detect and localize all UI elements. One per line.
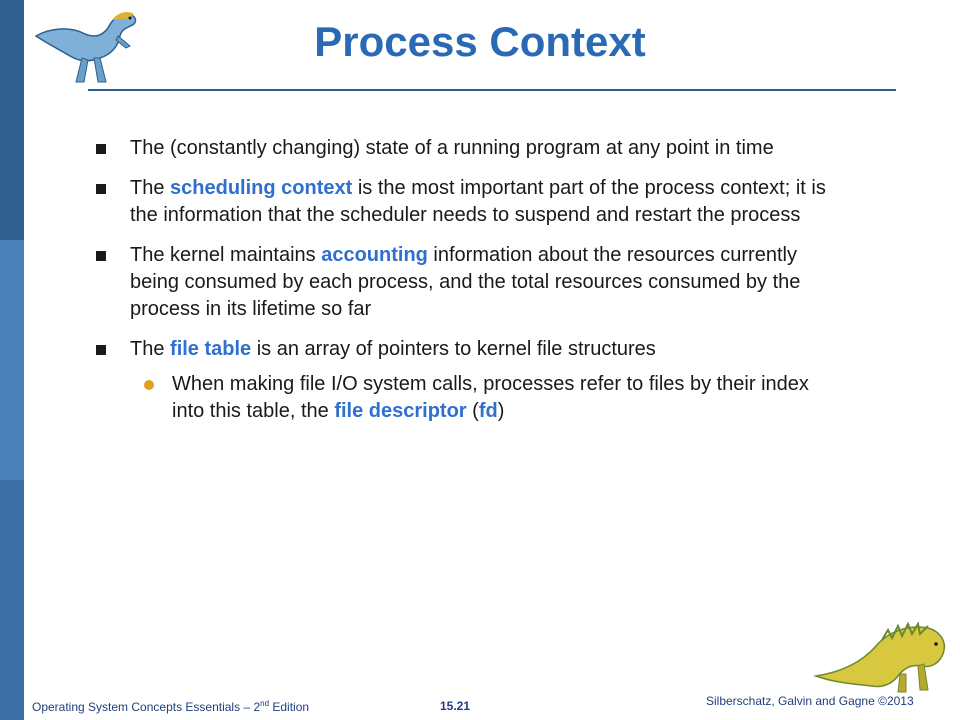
bullet-text-pre: The kernel maintains [130, 244, 322, 266]
slide-content [96, 135, 836, 425]
highlight-term: scheduling context [170, 177, 353, 199]
bullet-text-pre: The [130, 338, 171, 360]
square-bullet-icon [96, 144, 106, 154]
sub-bullet-text-mid: ( [466, 400, 479, 422]
sub-bullet-item [96, 371, 836, 425]
bullet-item [96, 135, 836, 162]
footer-authors: Silberschatz, Galvin and Gagne ©2013 [706, 694, 914, 708]
highlight-term: file descriptor [334, 400, 467, 422]
round-bullet-icon [144, 380, 154, 390]
square-bullet-icon [96, 251, 106, 261]
sidebar-segment [0, 480, 24, 720]
square-bullet-icon [96, 345, 106, 355]
left-sidebar-stripe [0, 0, 24, 720]
bullet-text: The (constantly changing) state of a running program at any point in time [130, 137, 774, 159]
footer-page-number: 15.21 [440, 699, 471, 713]
title-divider [88, 89, 896, 91]
bullet-item [96, 242, 836, 323]
bullet-text-pre: The [130, 177, 171, 199]
highlight-term: fd [478, 400, 498, 422]
sidebar-segment [0, 240, 24, 480]
slide-title: Process Context [314, 18, 646, 65]
bullet-text-post: is an array of pointers to kernel file structures [251, 338, 656, 360]
highlight-term: file table [170, 338, 252, 360]
highlight-term: accounting [321, 244, 428, 266]
bullet-text-post: is the most important part of the process context; it is the information that the scheduler needs to suspend and restart the process [130, 177, 826, 226]
square-bullet-icon [96, 184, 106, 194]
sub-bullet-text-post: ) [497, 400, 505, 422]
sub-bullet-text-pre: When making file I/O system calls, processes refer to files by their index into this table, the [172, 373, 809, 422]
bullet-text-post: information about the resources currently being consumed by each process, and the total resources consumed by the process in its lifetime so far [130, 244, 801, 320]
bullet-item [96, 175, 836, 229]
bullet-item [96, 336, 836, 363]
dinosaur-bottom-logo-icon [812, 606, 952, 694]
footer-book-title: Operating System Concepts Essentials – 2nd Edition [32, 699, 310, 714]
